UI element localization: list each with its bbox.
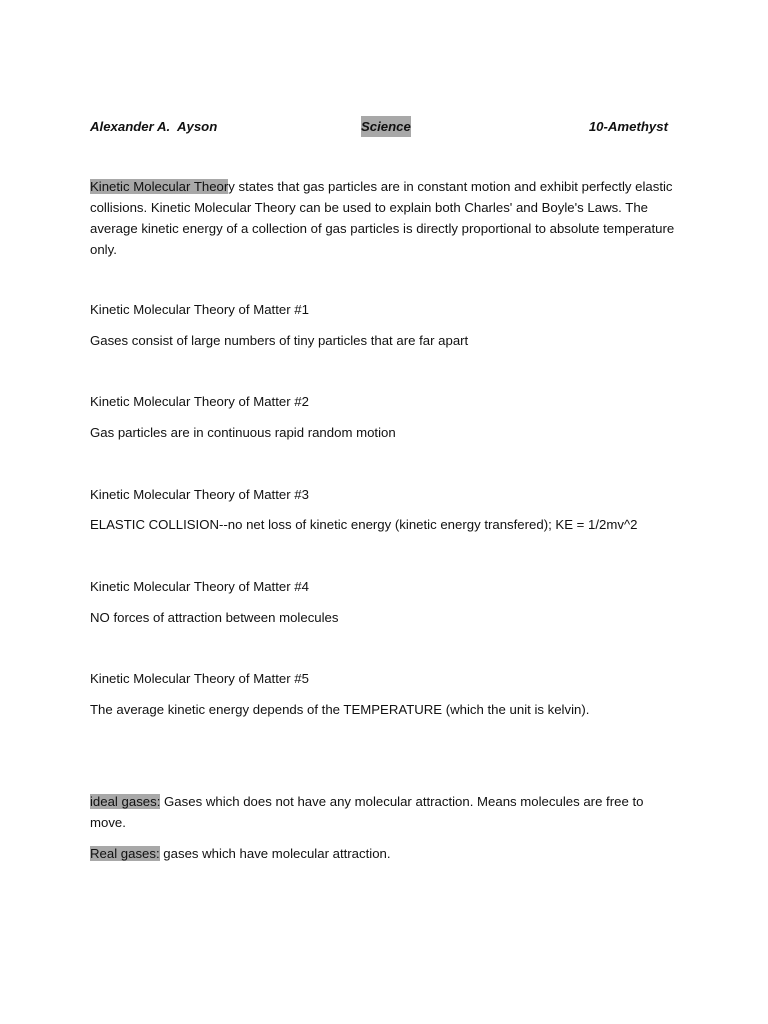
definition-term: Real gases: bbox=[90, 846, 160, 861]
intro-paragraph bbox=[90, 176, 675, 260]
point-4-body: NO forces of attraction between molecules bbox=[90, 610, 339, 625]
point-1-heading: Kinetic Molecular Theory of Matter #1 bbox=[90, 302, 309, 317]
point-1-body: Gases consist of large numbers of tiny particles that are far apart bbox=[90, 333, 469, 348]
point-5-heading: Kinetic Molecular Theory of Matter #5 bbox=[90, 671, 309, 686]
definition-text: Gases which does not have any molecular attraction. Means molecules are free to move. bbox=[90, 794, 644, 830]
point-4-heading: Kinetic Molecular Theory of Matter #4 bbox=[90, 579, 309, 594]
point-3-heading: Kinetic Molecular Theory of Matter #3 bbox=[90, 487, 309, 502]
point-2-heading: Kinetic Molecular Theory of Matter #2 bbox=[90, 394, 309, 409]
student-name: Alexander A. Ayson bbox=[90, 119, 218, 134]
definition-real-gases bbox=[90, 843, 675, 864]
intro-text: y states that gas particles are in constant motion and exhibit perfectly elastic collisions. Kinetic Molecular Theory can be used to explain both Charles' and Boyle's Laws. The average kinetic energy of a collection of gas particles is directly proportional to absolute temperature only. bbox=[90, 179, 675, 257]
definition-term: ideal gases: bbox=[90, 794, 161, 809]
point-2-body: Gas particles are in continuous rapid random motion bbox=[90, 425, 396, 440]
definition-text: gases which have molecular attraction. bbox=[159, 846, 391, 861]
point-5-body: The average kinetic energy depends of the TEMPERATURE (which the unit is kelvin). bbox=[90, 702, 590, 717]
intro-highlight: Kinetic Molecular Theor bbox=[90, 179, 229, 194]
subject-label: Science bbox=[361, 116, 411, 137]
point-3-body: ELASTIC COLLISION--no net loss of kinetic energy (kinetic energy transfered); KE = 1/2mv^2 bbox=[90, 517, 638, 532]
definition-ideal-gases bbox=[90, 791, 675, 833]
document-header bbox=[90, 116, 668, 137]
class-section: 10-Amethyst bbox=[588, 119, 668, 134]
